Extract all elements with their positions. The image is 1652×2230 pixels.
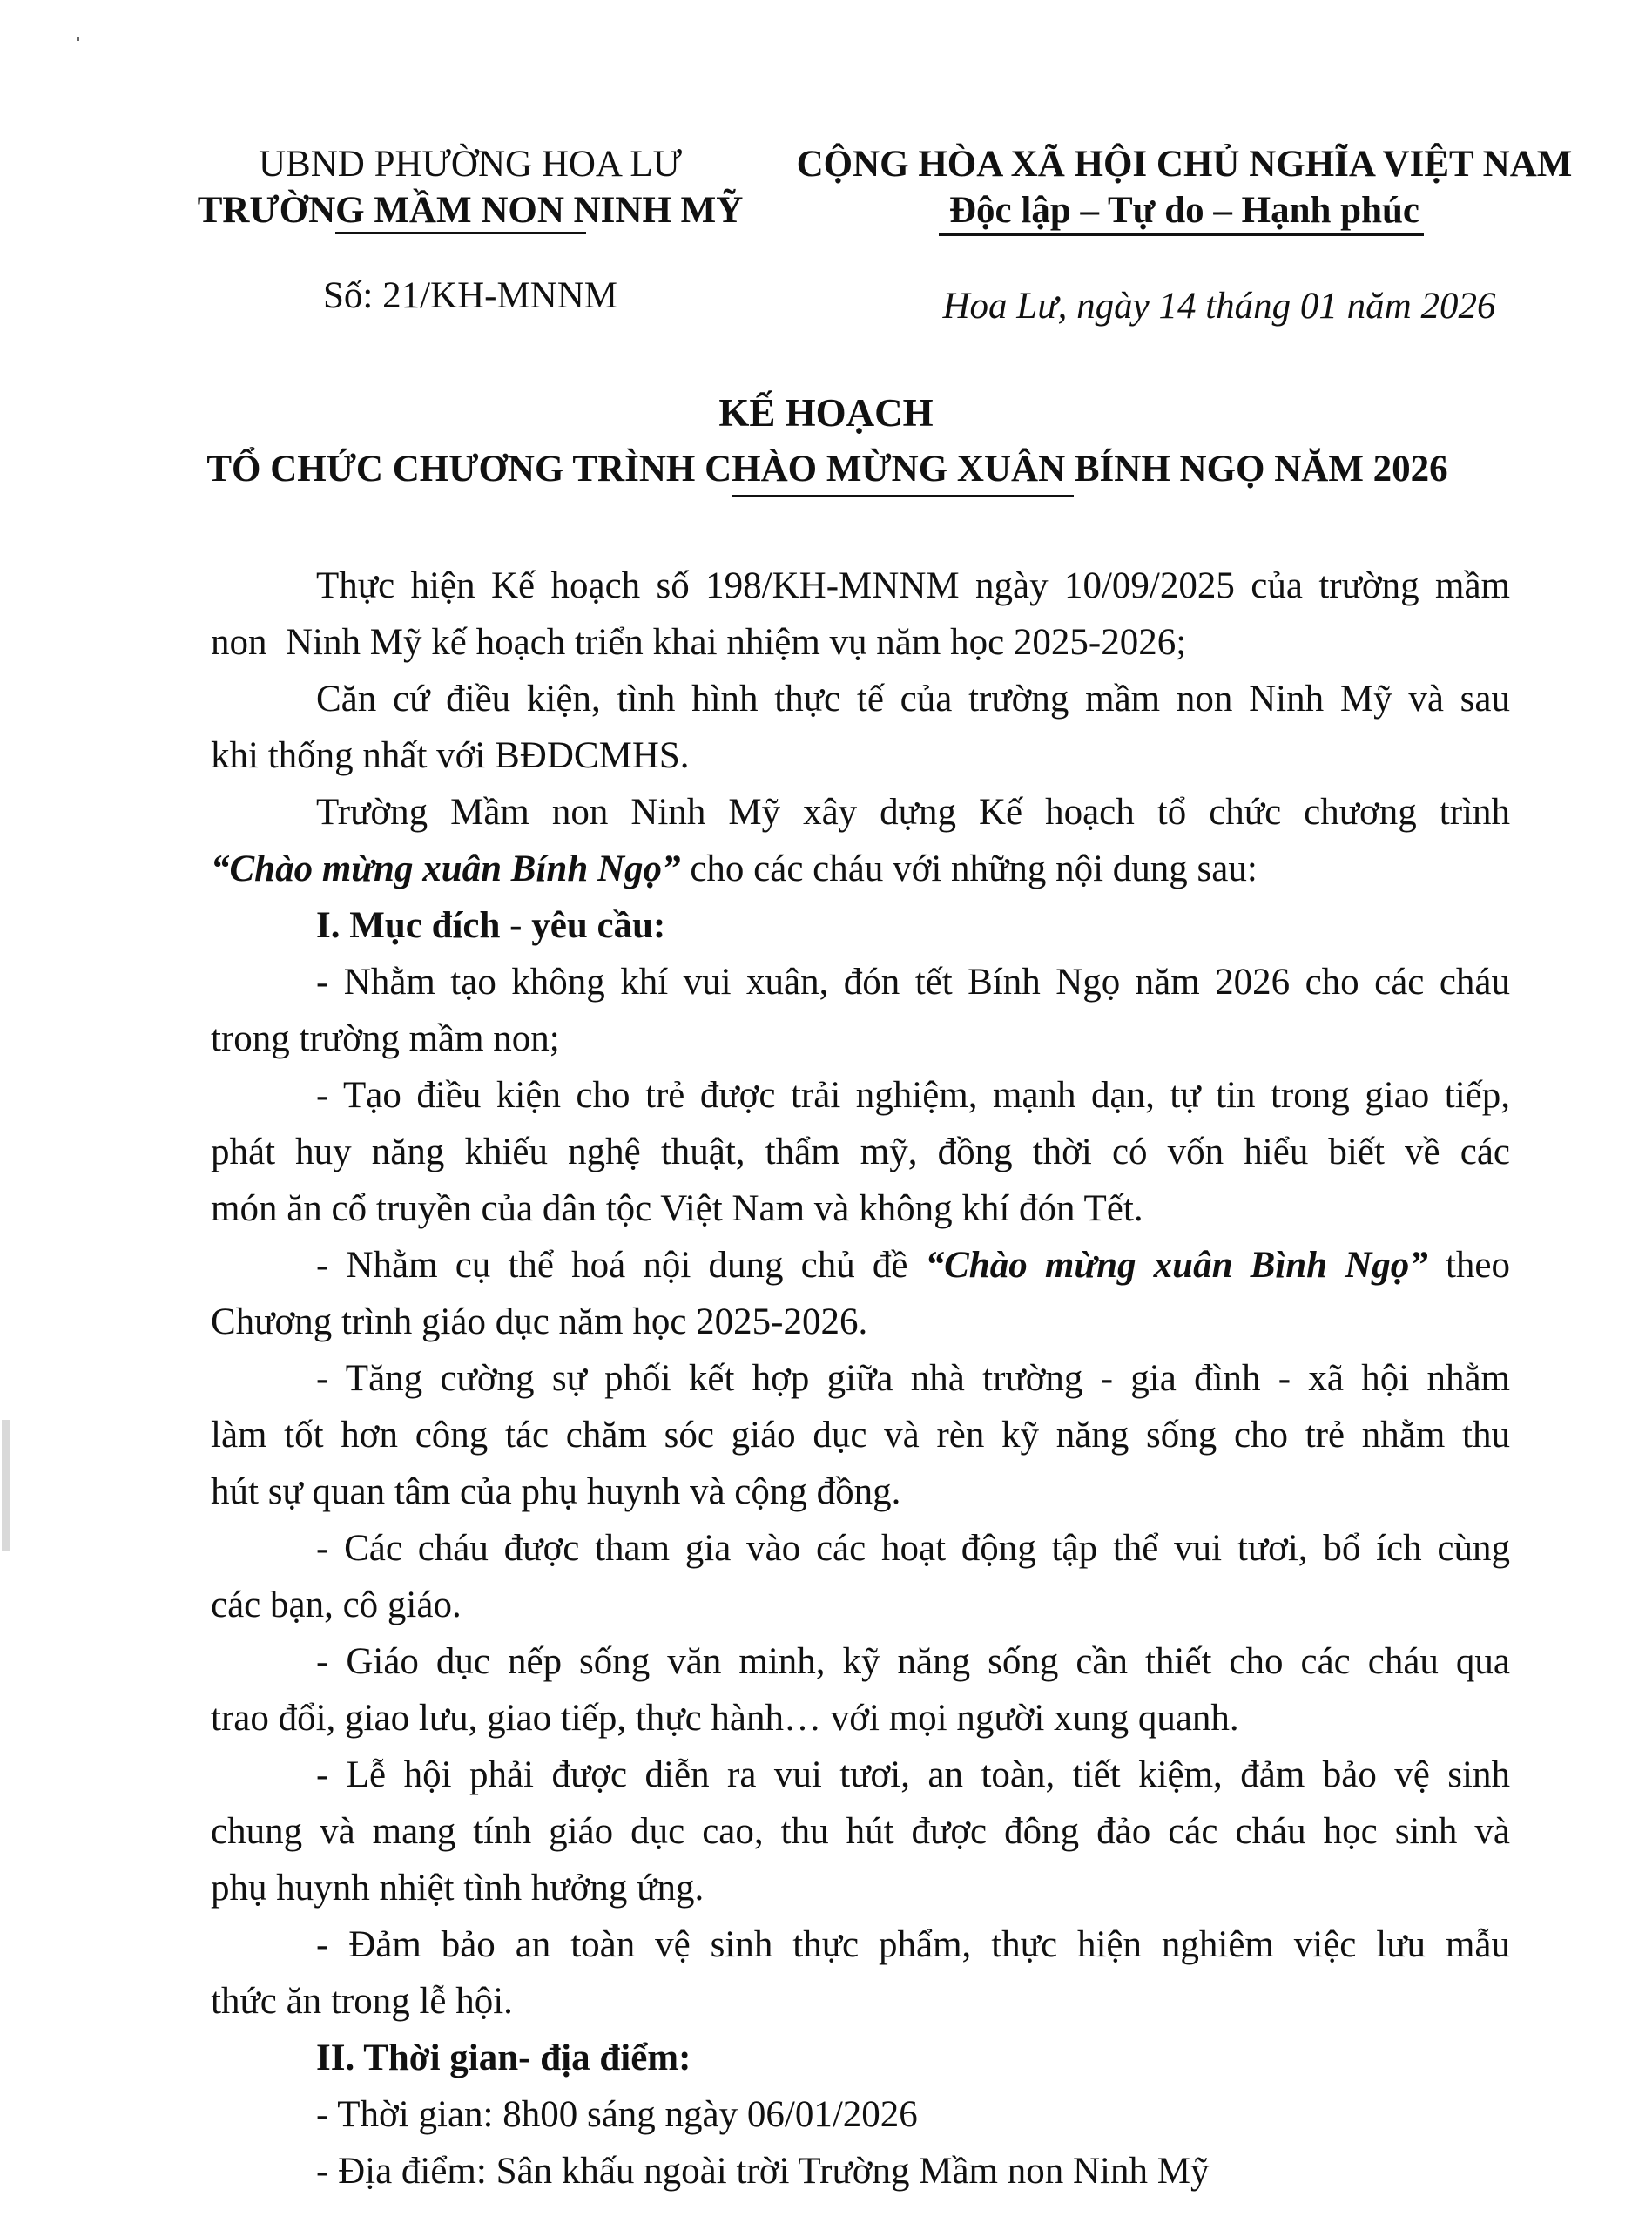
text-segment: trong trường mầm non; — [211, 1018, 560, 1059]
section-heading: II. Thời gian- địa điểm: — [316, 2037, 691, 2078]
text-line — [211, 2086, 1510, 2143]
text-line — [211, 671, 1510, 727]
program-name: “Chào mừng xuân Bình Ngọ” — [925, 1245, 1428, 1286]
text-line — [211, 1803, 1510, 1860]
scan-edge-noise — [2, 1420, 10, 1551]
text-segment: Trường Mầm non Ninh Mỹ xây dựng Kế hoạch tổ chức chương trình — [316, 792, 1510, 833]
text-segment: thức ăn trong lễ hội. — [211, 1981, 513, 2022]
text-segment: cho các cháu với những nội dung sau: — [680, 848, 1258, 889]
text-segment: các bạn, cô giáo. — [211, 1585, 462, 1625]
text-segment: Thực hiện Kế hoạch số 198/KH-MNNM ngày 10/09/2025 của trường mầm — [316, 565, 1510, 606]
text-segment: - Tăng cường sự phối kết hợp giữa nhà trường - gia đình - xã hội nhằm — [316, 1358, 1510, 1399]
text-line — [211, 897, 1510, 954]
text-segment: Chương trình giáo dục năm học 2025-2026. — [211, 1301, 868, 1342]
school-name: TRƯỜNG MẦM NON NINH MỸ — [197, 190, 744, 231]
text-line — [211, 1350, 1510, 1407]
subtitle-underline — [732, 495, 1074, 497]
text-line — [211, 1577, 1510, 1633]
text-line — [211, 1010, 1510, 1067]
text-segment: - Lễ hội phải được diễn ra vui tươi, an toàn, tiết kiệm, đảm bảo vệ sinh — [316, 1754, 1510, 1795]
text-segment: làm tốt hơn công tác chăm sóc giáo dục và rèn kỹ năng sống cho trẻ nhằm thu — [211, 1415, 1510, 1456]
text-line — [211, 1860, 1510, 1916]
text-line — [211, 1520, 1510, 1577]
text-line — [211, 1067, 1510, 1124]
agency-name: UBND PHƯỜNG HOA LƯ — [259, 144, 682, 185]
text-segment: theo — [1427, 1245, 1510, 1286]
text-segment: non Ninh Mỹ kế hoạch triển khai nhiệm vụ năm học 2025-2026; — [211, 622, 1187, 663]
text-segment: - Giáo dục nếp sống văn minh, kỹ năng sống cần thiết cho các cháu qua — [316, 1641, 1510, 1682]
text-line — [211, 841, 1510, 897]
country-name: CỘNG HÒA XÃ HỘI CHỦ NGHĨA VIỆT NAM — [796, 144, 1573, 185]
text-segment: - Thời gian: 8h00 sáng ngày 06/01/2026 — [316, 2094, 918, 2135]
text-segment: - Tạo điều kiện cho trẻ được trải nghiệm, mạnh dạn, tự tin trong giao tiếp, — [316, 1075, 1510, 1116]
program-name: “Chào mừng xuân Bính Ngọ” — [211, 848, 681, 889]
text-segment: chung và mang tính giáo dục cao, thu hút được đông đảo các cháu học sinh và — [211, 1811, 1510, 1852]
text-line — [211, 1973, 1510, 2030]
text-line — [211, 1124, 1510, 1180]
text-line — [211, 1294, 1510, 1350]
text-line — [211, 784, 1510, 841]
text-segment: món ăn cổ truyền của dân tộc Việt Nam và không khí đón Tết. — [211, 1188, 1143, 1229]
national-motto: Độc lập – Tự do – Hạnh phúc — [949, 190, 1419, 231]
text-segment: phụ huynh nhiệt tình hưởng ứng. — [211, 1868, 705, 1909]
text-segment: - Nhằm cụ thể hoá nội dung chủ đề — [316, 1245, 926, 1286]
text-line — [211, 1690, 1510, 1747]
text-line — [211, 727, 1510, 784]
text-segment: - Nhằm tạo không khí vui xuân, đón tết Bính Ngọ năm 2026 cho các cháu — [316, 962, 1510, 1003]
motto-underline — [939, 233, 1424, 236]
document-body — [211, 558, 1510, 2200]
place-and-date: Hoa Lư, ngày 14 tháng 01 năm 2026 — [942, 286, 1496, 327]
text-segment: phát huy năng khiếu nghệ thuật, thẩm mỹ, đồng thời có vốn hiểu biết về các — [211, 1132, 1510, 1172]
document-subtitle: TỔ CHỨC CHƯƠNG TRÌNH CHÀO MỪNG XUÂN BÍNH NGỌ NĂM 2026 — [206, 449, 1448, 490]
text-line — [211, 2030, 1510, 2086]
document-number: Số: 21/KH-MNNM — [322, 275, 618, 316]
text-line — [211, 1407, 1510, 1463]
section-heading: I. Mục đích - yêu cầu: — [316, 905, 666, 946]
text-line — [211, 1633, 1510, 1690]
text-line — [211, 1747, 1510, 1803]
text-segment: khi thống nhất với BĐDCMHS. — [211, 735, 690, 776]
text-line — [211, 1180, 1510, 1237]
text-line — [211, 1463, 1510, 1520]
text-line — [211, 558, 1510, 614]
text-line — [211, 614, 1510, 671]
scan-speck — [77, 37, 79, 41]
text-segment: Căn cứ điều kiện, tình hình thực tế của trường mầm non Ninh Mỹ và sau — [316, 679, 1510, 720]
text-line — [211, 2143, 1510, 2200]
text-segment: hút sự quan tâm của phụ huynh và cộng đồng. — [211, 1471, 901, 1512]
text-segment: - Các cháu được tham gia vào các hoạt động tập thể vui tươi, bổ ích cùng — [316, 1528, 1510, 1569]
text-line — [211, 1916, 1510, 1973]
text-segment: - Đảm bảo an toàn vệ sinh thực phẩm, thực hiện nghiêm việc lưu mẫu — [316, 1924, 1510, 1965]
document-title: KẾ HOẠCH — [718, 391, 934, 435]
text-line — [211, 1237, 1510, 1294]
school-name-underline — [335, 232, 586, 234]
text-segment: trao đổi, giao lưu, giao tiếp, thực hành… với mọi người xung quanh. — [211, 1698, 1239, 1739]
text-line — [211, 954, 1510, 1010]
text-segment: - Địa điểm: Sân khấu ngoài trời Trường Mầm non Ninh Mỹ — [316, 2151, 1210, 2192]
